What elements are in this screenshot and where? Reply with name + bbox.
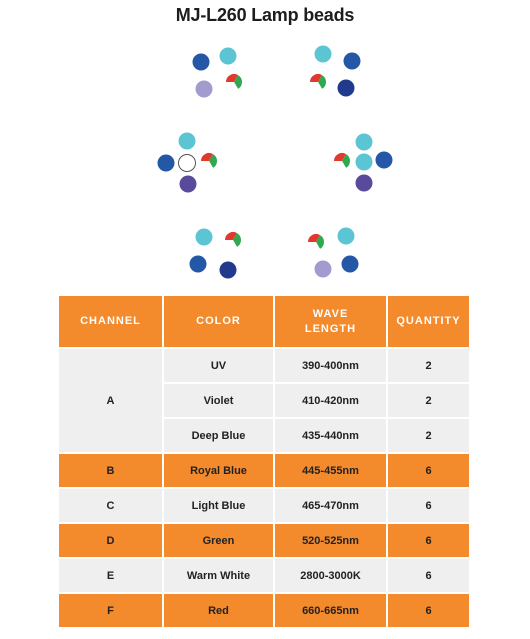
bead-cluster-top-right [310,46,361,97]
lamp-beads-table [57,294,471,629]
violet-bead [180,176,197,193]
quantity-cell: 6 [388,524,469,557]
wavelength-cell: 465-470nm [275,489,386,522]
quantity-cell: 6 [388,594,469,627]
bead-cluster-bottom-right [308,228,359,278]
wavelength-cell: 435-440nm [275,419,386,452]
deep-blue-bead [338,80,355,97]
light-blue-bead [179,133,196,150]
bead-cluster-bottom-left [190,229,242,279]
table-row [59,489,469,522]
violet-bead [356,175,373,192]
royal-blue-bead [193,54,210,71]
red-green-bead [225,232,241,248]
red-green-bead [201,153,217,169]
light-blue-bead [220,48,237,65]
channel-cell: F [59,594,162,627]
uv-bead [196,81,213,98]
quantity-cell: 6 [388,559,469,592]
color-cell: Red [164,594,273,627]
quantity-cell: 6 [388,489,469,522]
color-cell: Green [164,524,273,557]
royal-blue-bead [342,256,359,273]
header-wavelength [275,296,386,347]
color-cell: UV [164,349,273,382]
bead-cluster-middle-left [158,133,218,193]
header-channel: CHANNEL [59,296,162,347]
deep-blue-bead [220,262,237,279]
light-blue-bead [315,46,332,63]
table-header-row [59,296,469,347]
red-green-bead [310,74,326,90]
wavelength-cell: 660-665nm [275,594,386,627]
table-row [59,454,469,487]
wavelength-cell: 410-420nm [275,384,386,417]
channel-cell: A [59,349,162,452]
warm-white-bead [179,155,196,172]
light-blue-bead [196,229,213,246]
quantity-cell: 2 [388,384,469,417]
quantity-cell: 2 [388,419,469,452]
uv-bead [315,261,332,278]
table-row [59,594,469,627]
channel-cell: C [59,489,162,522]
color-cell: Warm White [164,559,273,592]
color-cell: Deep Blue [164,419,273,452]
table-row [59,559,469,592]
header-quantity: QUANTITY [388,296,469,347]
quantity-cell: 6 [388,454,469,487]
wavelength-cell: 520-525nm [275,524,386,557]
color-cell: Violet [164,384,273,417]
page-title: MJ-L260 Lamp beads [175,5,355,25]
lamp-beads-diagram [0,0,530,290]
red-green-bead [308,234,324,250]
channel-cell: E [59,559,162,592]
bead-cluster-top-left [193,48,243,98]
light-blue-bead [356,134,373,151]
header-color: COLOR [164,296,273,347]
light-blue-bead [356,154,373,171]
color-cell: Light Blue [164,489,273,522]
wavelength-cell: 2800-3000K [275,559,386,592]
red-green-bead [334,153,350,169]
wavelength-cell: 390-400nm [275,349,386,382]
table-row [59,524,469,557]
royal-blue-bead [158,155,175,172]
light-blue-bead [338,228,355,245]
red-green-bead [226,74,242,90]
channel-cell: D [59,524,162,557]
header-wave-line2: LENGTH [304,322,357,335]
quantity-cell: 2 [388,349,469,382]
royal-blue-bead [344,53,361,70]
royal-blue-bead [190,256,207,273]
color-cell: Royal Blue [164,454,273,487]
wavelength-cell: 445-455nm [275,454,386,487]
header-wave-line1: WAVE [312,307,349,320]
channel-cell: B [59,454,162,487]
royal-blue-bead [376,152,393,169]
table-row [59,349,469,382]
bead-cluster-middle-right [334,134,393,192]
